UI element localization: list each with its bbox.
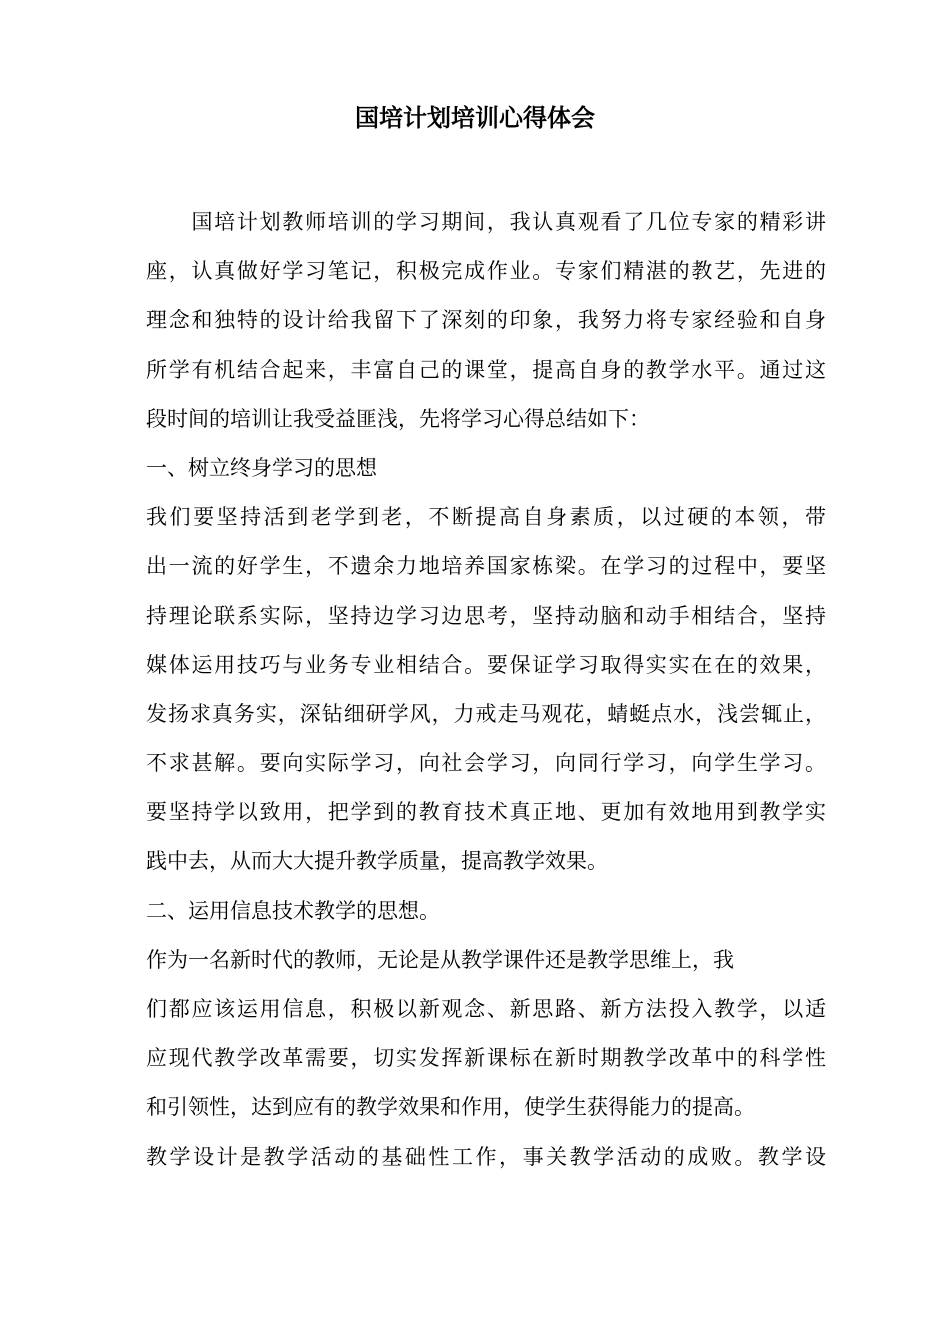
body-line: 践中去，从而大大提升教学质量，提高教学效果。 (146, 849, 608, 874)
document-title: 国培计划培训心得体会 (355, 103, 595, 132)
body-line: 发扬求真务实，深钻细研学风，力戒走马观花，蜻蜓点水，浅尝辄止， (146, 701, 826, 726)
body-line: 应现代教学改革需要，切实发挥新课标在新时期教学改革中的科学性 (146, 1046, 826, 1071)
body-line: 持理论联系实际，坚持边学习边思考，坚持动脑和动手相结合，坚持 (146, 603, 826, 628)
body-line: 国培计划教师培训的学习期间，我认真观看了几位专家的精彩讲 (146, 210, 826, 234)
body-line: 教学设计是教学活动的基础性工作，事关教学活动的成败。教学设 (146, 1144, 826, 1169)
body-line: 作为一名新时代的教师，无论是从教学课件还是教学思维上，我 (146, 947, 734, 972)
body-line: 媒体运用技巧与业务专业相结合。要保证学习取得实实在在的效果， (146, 652, 826, 677)
body-line: 不求甚解。要向实际学习，向社会学习，向同行学习，向学生学习。 (146, 751, 826, 776)
body-line: 我们要坚持活到老学到老，不断提高自身素质，以过硬的本领，带 (146, 505, 826, 530)
section-heading: 一、树立终身学习的思想 (146, 455, 377, 480)
body-line: 座，认真做好学习笔记，积极完成作业。专家们精湛的教艺，先进的 (146, 259, 826, 284)
body-line: 出一流的好学生，不遗余力地培养国家栋梁。在学习的过程中，要坚 (146, 554, 826, 579)
document-body (146, 198, 826, 1182)
body-line: 们都应该运用信息，积极以新观念、新思路、新方法投入教学，以适 (146, 997, 826, 1021)
body-line: 要坚持学以致用，把学到的教育技术真正地、更加有效地用到教学实 (146, 800, 826, 825)
body-line: 理念和独特的设计给我留下了深刻的印象，我努力将专家经验和自身 (146, 308, 826, 333)
section-heading: 二、运用信息技术教学的思想。 (146, 898, 440, 923)
body-line: 段时间的培训让我受益匪浅，先将学习心得总结如下： (146, 406, 650, 431)
body-line: 所学有机结合起来，丰富自己的课堂，提高自身的教学水平。通过这 (146, 357, 826, 382)
body-line: 和引领性，达到应有的教学效果和作用，使学生获得能力的提高。 (146, 1095, 755, 1120)
